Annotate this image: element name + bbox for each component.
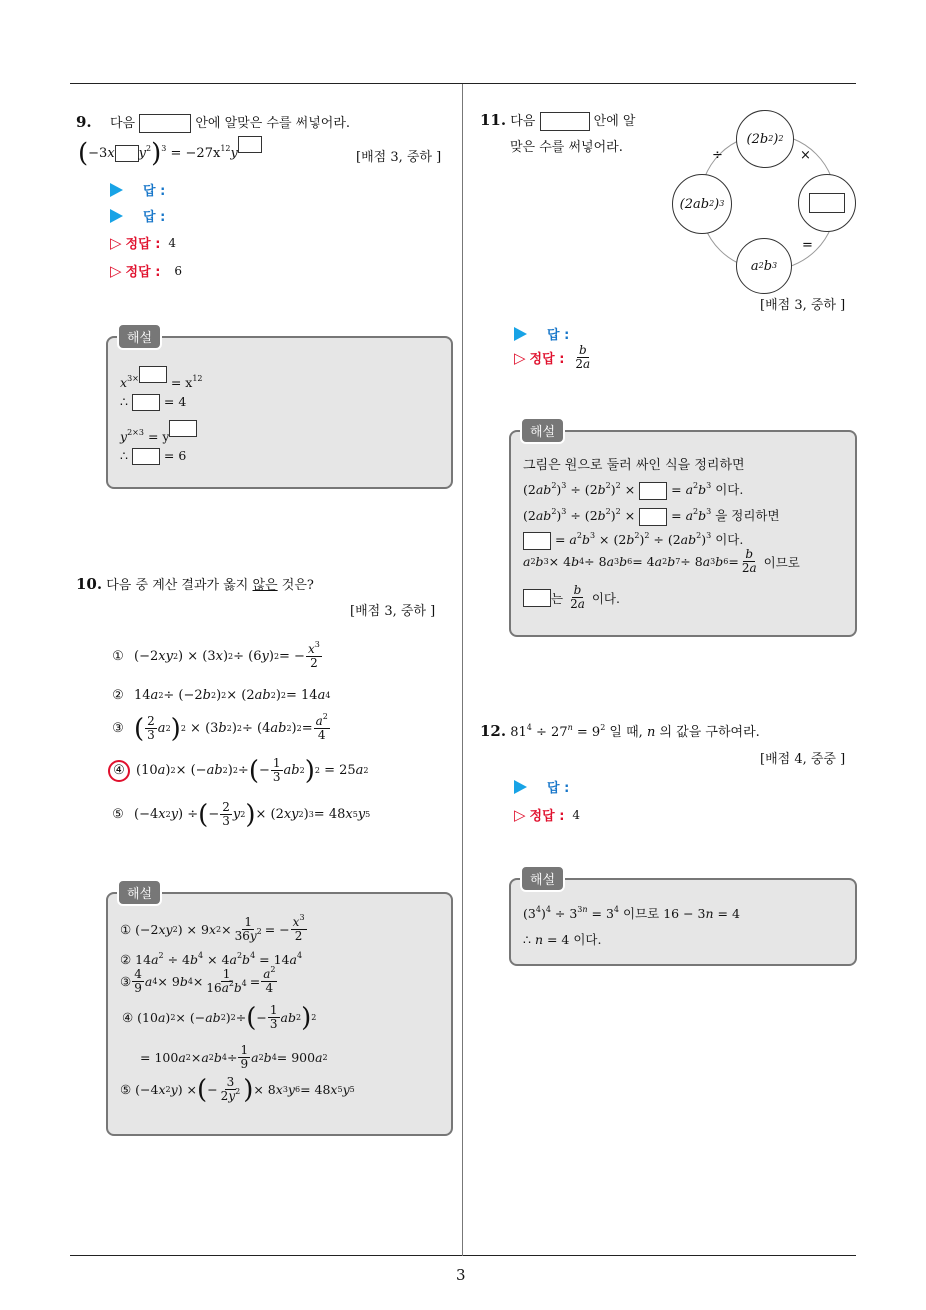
play-icon <box>514 327 527 341</box>
q11-diagram-blank[interactable] <box>809 193 845 213</box>
correct-label: 정답 : <box>529 352 565 367</box>
q11-score: [배점 3, 중하 ] <box>760 298 846 313</box>
q9-answer-2 <box>110 206 173 225</box>
q9-number: 9. <box>76 113 92 131</box>
choice-mark: ④ <box>108 760 130 782</box>
q9-eq-blank-1[interactable] <box>115 145 139 162</box>
q11-blank[interactable] <box>540 112 590 131</box>
correct-value: 4 <box>168 235 177 250</box>
q10-prompt-underlined: 않은 <box>252 578 278 593</box>
correct-label: 정답 : <box>125 265 161 280</box>
q10-choice-1[interactable]: ① (−2 xy 2 ) × (3 x ) 2 ÷ (6 y ) 2 = − $\frac{x^3}{2}$ <box>108 643 323 670</box>
play-icon <box>514 780 527 794</box>
q11-panel-line-6: 는 <box>551 590 564 606</box>
op-multiply: × <box>800 148 811 163</box>
choice-mark: ② <box>112 688 124 703</box>
q12-score: [배점 4, 중중 ] <box>760 752 846 767</box>
q9-correct-1 <box>110 233 176 252</box>
q9-prompt <box>76 112 350 133</box>
q9-blank[interactable] <box>139 114 191 133</box>
op-equals: = <box>802 238 813 253</box>
node-bottom: a 2 b 3 <box>736 238 792 294</box>
column-divider <box>462 84 463 1256</box>
q9-prompt-pre: 다음 <box>109 116 136 131</box>
correct-label: 정답 : <box>529 809 565 824</box>
q12-prompt-suffix: 일 때, <box>609 725 643 740</box>
q9-score: [배점 3, 중하 ] <box>356 150 442 165</box>
answer-label: 답 : <box>547 328 570 343</box>
page-number: 3 <box>456 1266 466 1284</box>
q10-panel-title: 해설 <box>117 879 162 906</box>
node-top: (2 b 2 ) 2 <box>736 110 794 168</box>
correct-value: 6 <box>174 263 183 278</box>
q11-prompt-line2: 맞은 수를 써넣어라. <box>510 140 623 155</box>
top-rule <box>70 83 856 84</box>
q9-correct-2 <box>110 261 182 280</box>
play-icon <box>110 183 123 197</box>
correct-label: 정답 : <box>125 237 161 252</box>
q10-choice-5[interactable]: ⑤ (−4 x 2 y ) ÷ ( − $\frac{2}{3}$ y 2 ) × (2 xy 2 ) 3 = 48 x 5 y 5 <box>108 801 370 828</box>
q12-prompt: 12. $81^4 \div 27^n = 9^2$ 일 때, n 의 값을 구하여라. <box>480 722 760 740</box>
q9-eq-blank-2[interactable] <box>238 136 262 153</box>
q11-panel-line-7: 이다. <box>591 590 620 606</box>
q11-panel-line-3: 을 정리하면 <box>715 508 780 523</box>
play-outline-icon: ▷ <box>110 233 122 252</box>
q12-prompt-end: 의 값을 구하여라. <box>659 725 760 740</box>
play-outline-icon: ▷ <box>514 348 526 367</box>
q9-answer-1 <box>110 180 173 199</box>
correct-value: 4 <box>572 807 581 822</box>
q10-number: 10. <box>76 575 103 593</box>
q12-correct <box>514 805 580 824</box>
q10-prompt-end: 것은? <box>277 578 314 593</box>
q9-panel-line-2: = 4 <box>163 394 187 409</box>
q12-panel-line-1: 이므로 <box>623 906 660 921</box>
q10-choice-2[interactable]: ② 14 a 2 ÷ (−2 b 2 ) 2 × (2 ab 2 ) 2 = 14 a 4 <box>108 688 330 703</box>
q10-choice-4[interactable]: ④ (10 a ) 2 × (− ab 2 ) 2 ÷ ( − $\frac{1}{3}$ ab 2 ) 2 = 25 a 2 <box>108 757 369 784</box>
q12-answer <box>514 777 577 796</box>
q9-eq-rhs: = −27x <box>170 146 221 161</box>
q11-panel-line-1: 그림은 원으로 둘러 싸인 식을 정리하면 <box>523 458 745 473</box>
q11-panel-line-4: 이다. <box>715 532 744 547</box>
q11-correct: ▷ 정답 : $\frac{b}{2a}$ <box>514 343 591 371</box>
q12-number: 12. <box>480 722 507 740</box>
q9-panel-line-1: = x <box>170 375 193 390</box>
play-outline-icon: ▷ <box>514 805 526 824</box>
q11-prompt-pre: 다음 <box>510 114 536 129</box>
q12-panel-title: 해설 <box>520 865 565 892</box>
play-icon <box>110 209 123 223</box>
q11-diagram <box>670 110 860 286</box>
q11-panel-line-2: 이다. <box>715 482 744 497</box>
bottom-rule <box>70 1255 856 1256</box>
q10-prompt-text: 다음 중 계산 결과가 옳지 <box>106 578 253 593</box>
q12-explanation-panel: $(3^4)^4 \div 3^{3n} = 3^4$ 이므로 16 − 3n = 4 ∴ n = 4 이다. <box>509 878 857 966</box>
q12-panel-line-2: 이다. <box>573 932 602 947</box>
q10-explanation-panel: ① (−2 xy 2 ) × 9 x 2 × $\frac{1}{36y^2}$ = − $\frac{x^3}{2}$ ② $14a^2 \div 4b^4 \times 4a^2b^4 = 14a^4$ ③ $\frac{4}{9}$ a 4 × 9 b 4 × $\frac{1}{16a^2b^4}$ = $\frac{a^2}{4}$ ④ (10 a ) 2 × (− ab 2 ) 2 ÷ ( − $\frac{1}{3}$ ab 2 ) 2 = 100 a 2 × a 2 b 4 ÷ $\frac{1}{9}$ a 2 b 4 = 900 a 2 ⑤ (−4 x 2 y ) × ( − $\frac{3}{2y^2}$ ) × 8 x 3 y 6 = 48 x 5 y 5 <box>106 892 453 1136</box>
q10-score: [배점 3, 중하 ] <box>350 604 436 619</box>
q9-panel-line-3: = y <box>147 429 170 444</box>
answer-label: 답 : <box>547 781 570 796</box>
op-divide: ÷ <box>712 148 723 163</box>
answer-label: 답 : <box>143 184 166 199</box>
node-right <box>798 174 856 232</box>
q11-prompt <box>480 110 635 131</box>
choice-mark: ① <box>112 649 124 664</box>
q11-prompt-post: 안에 알 <box>593 114 636 129</box>
choice-mark: ⑤ <box>112 807 124 822</box>
q11-panel-line-5: 이므로 <box>763 554 800 570</box>
q10-choice-3[interactable]: ③ ( $\frac{2}{3}$ a 2 ) 2 × (3 b 2 ) 2 ÷ (4 ab 2 ) 2 = $\frac{a^2}{4}$ <box>108 715 331 742</box>
q9-panel-title: 해설 <box>117 323 162 350</box>
q11-answer <box>514 324 577 343</box>
q11-explanation-panel: 그림은 원으로 둘러 싸인 식을 정리하면 $(2ab^2)^3 \div (2b^2)^2$ × = $a^2b^3$ 이다. $(2ab^2)^3 \div (2b^2)^2$ × = $a^2b^3$ 을 정리하면 = $a^2b^3 \times (2b^2)^2 \div (2ab^2)^3$ 이다. a 2 b 3 × 4 b 4 ÷ 8 a 3 b 6 = 4 a 2 b 7 ÷ 8 a 3 b 6 = $\frac{b}{2a}$ 이므로 는 $\frac{b}{2a}$ 이다. <box>509 430 857 637</box>
q9-panel-line-4: = 6 <box>163 448 187 463</box>
play-outline-icon: ▷ <box>110 261 122 280</box>
q11-panel-title: 해설 <box>520 417 565 444</box>
q9-explanation-panel: $x^{3\times} = x^{12}$ ∴ = 4 $y^{2\times 3} = y$ ∴ = 6 <box>106 336 453 489</box>
q10-prompt <box>76 574 314 593</box>
node-left: (2 ab 2 ) 3 <box>672 174 732 234</box>
answer-label: 답 : <box>143 210 166 225</box>
q9-equation: (−3x $y^2)^3 = -27x^{12}y$ <box>78 136 262 167</box>
choice-mark: ③ <box>112 721 124 736</box>
q9-prompt-post: 안에 알맞은 수를 써넣어라. <box>195 116 351 131</box>
q11-number: 11. <box>480 111 507 129</box>
